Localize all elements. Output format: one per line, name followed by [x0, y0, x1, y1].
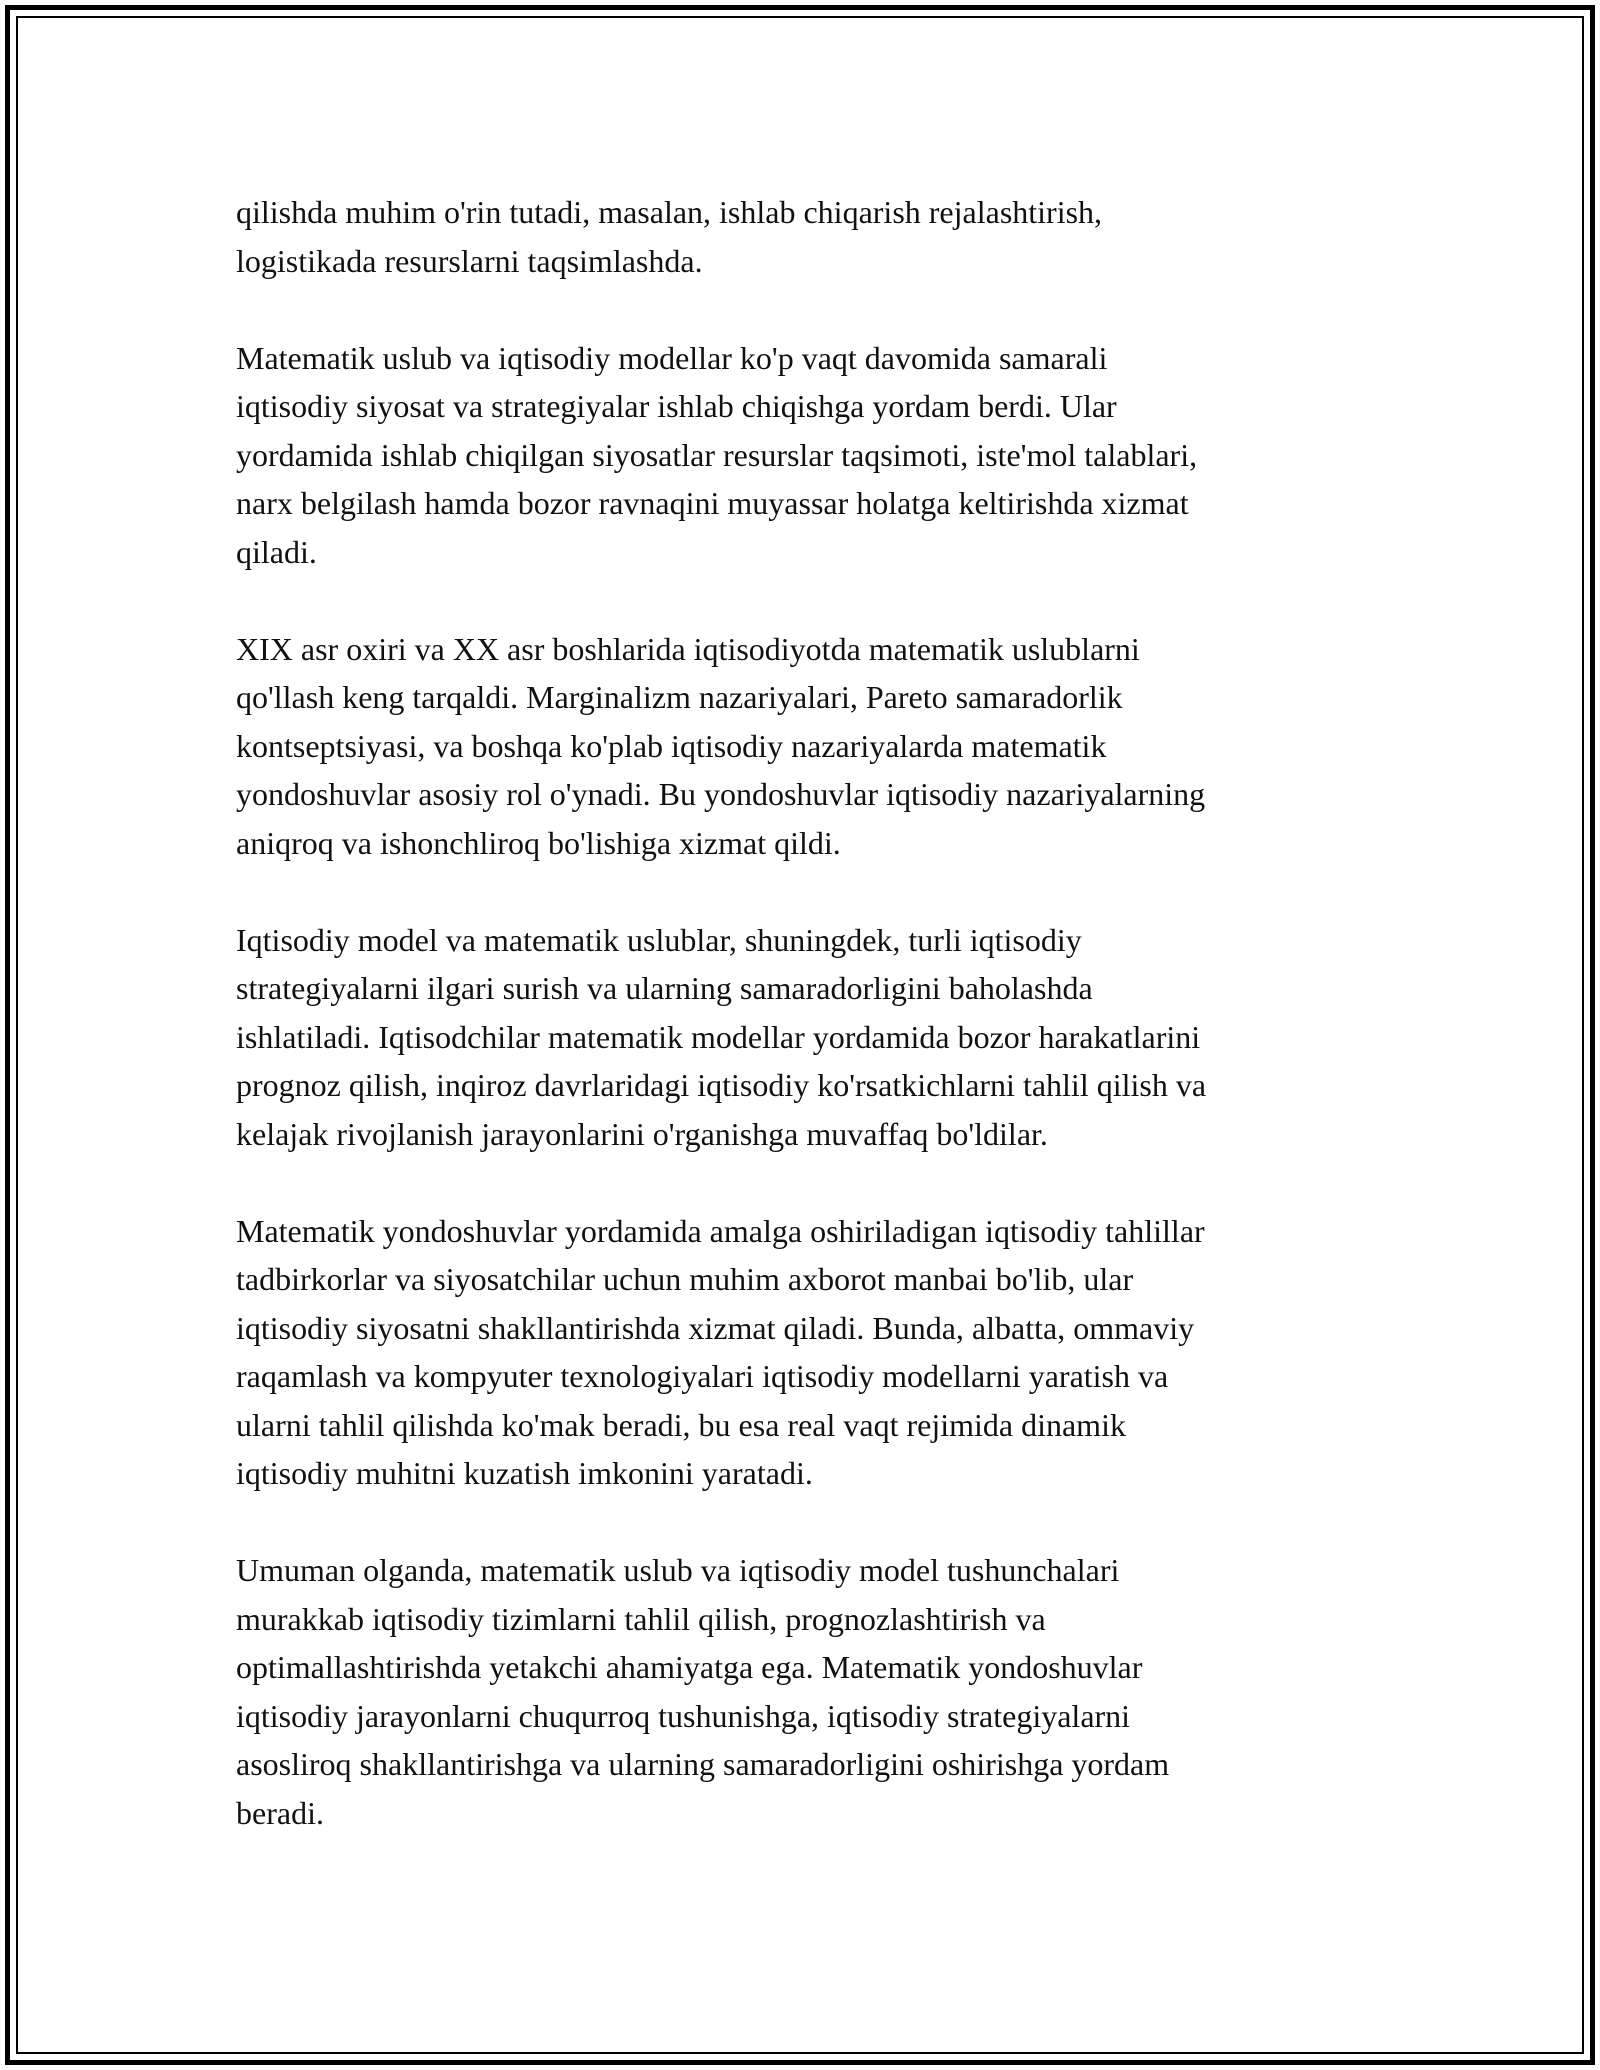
- paragraph-1: qilishda muhim o'rin tutadi, masalan, ishlab chiqarish rejalashtirish, logistikada resurslarni taqsimlashda.: [236, 194, 1103, 279]
- document-body: [236, 188, 1366, 1886]
- paragraph-2: Matematik uslub va iqtisodiy modellar ko'p vaqt davomida samarali iqtisodiy siyosat va strategiyalar ishlab chiqishga yordam berdi. Ular yordamida ishlab chiqilgan siyosatlar resurslar taqsimoti, iste'mol talablari, narx belgilash hamda bozor ravnaqini muyassar holatga keltirishda xizmat qiladi.: [236, 339, 1198, 570]
- paragraph-5: Matematik yondoshuvlar yordamida amalga oshiriladigan iqtisodiy tahlillar tadbirkorlar va siyosatchilar uchun muhim axborot manbai bo'lib, ular iqtisodiy siyosatni shakllantirishda xizmat qiladi. Bunda, albatta, ommaviy raqamlash va kompyuter texnologiyalari iqtisodiy modellarni yaratish va ularni tahlil qilishda ko'mak beradi, bu esa real vaqt rejimida dinamik iqtisodiy muhitni kuzatish imkonini yaratadi.: [236, 1212, 1205, 1491]
- paragraph-4: Iqtisodiy model va matematik uslublar, shuningdek, turli iqtisodiy strategiyalarni ilgari surish va ularning samaradorligini baholashda ishlatiladi. Iqtisodchilar matematik modellar yordamida bozor harakatlarini prognoz qilish, inqiroz davrlaridagi iqtisodiy ko'rsatkichlarni tahlil qilish va kelajak rivojlanish jarayonlarini o'rganishga muvaffaq bo'ldilar.: [236, 921, 1207, 1152]
- paragraph-3: XIX asr oxiri va XX asr boshlarida iqtisodiyotda matematik uslublarni qo'llash keng tarqaldi. Marginalizm nazariyalari, Pareto samaradorlik kontseptsiyasi, va boshqa ko'plab iqtisodiy nazariyalarda matematik yondoshuvlar asosiy rol o'ynadi. Bu yondoshuvlar iqtisodiy nazariyalarning aniqroq va ishonchliroq bo'lishiga xizmat qildi.: [236, 630, 1206, 861]
- paragraph-6: Umuman olganda, matematik uslub va iqtisodiy model tushunchalari murakkab iqtisodiy tizimlarni tahlil qilish, prognozlashtirish va optimallashtirishda yetakchi ahamiyatga ega. Matematik yondoshuvlar iqtisodiy jarayonlarni chuqurroq tushunishga, iqtisodiy strategiyalarni asosliroq shakllantirishga va ularning samaradorligini oshirishga yordam beradi.: [236, 1552, 1170, 1831]
